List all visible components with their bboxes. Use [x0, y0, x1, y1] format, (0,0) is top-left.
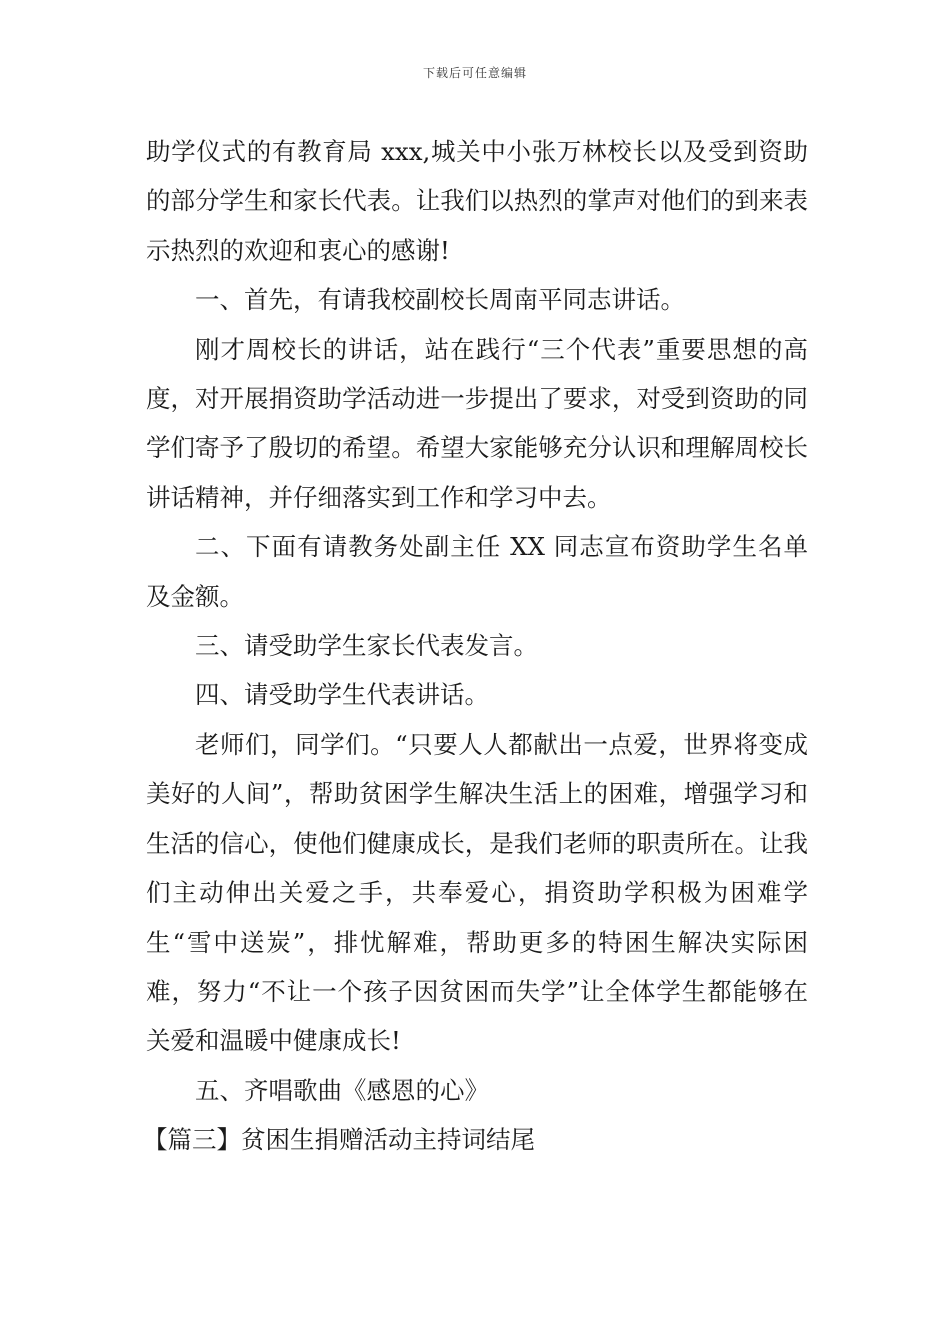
document-body — [143, 127, 808, 1165]
paragraph-intro-continued: 助学仪式的有教育局 xxx,城关中小张万林校长以及受到资助的部分学生和家长代表。让我们以热烈的掌声对他们的到来表示热烈的欢迎和衷心的感谢! — [146, 137, 808, 265]
paragraph-step-two: 二、下面有请教务处副主任 XX 同志宣布资助学生名单及金额。 — [146, 532, 808, 611]
header-note: 下载后可任意编辑 — [422, 66, 527, 80]
section-heading: 【篇三】贫困生捐赠活动主持词结尾 — [143, 1125, 535, 1155]
paragraph-closing-remarks: 老师们，同学们。“只要人人都献出一点爱，世界将变成美好的人间”，帮助贫困学生解决生活上的困难，增强学习和生活的信心，使他们健康成长，是我们老师的职责所在。让我们主动伸出关爱之手，共奉爱心，捐资助学积极为困难学生“雪中送炭”，排忧解难，帮助更多的特困生解决实际困难，努力“不让一个孩子因贫困而失学”让全体学生都能够在关爱和温暖中健康成长! — [146, 729, 808, 1056]
paragraph-response-one: 刚才周校长的讲话，站在践行“三个代表”重要思想的高度，对开展捐资助学活动进一步提出了要求，对受到资助的同学们寄予了殷切的希望。希望大家能够充分认识和理解周校长讲话精神，并仔细落实到工作和学习中去。 — [146, 334, 808, 512]
paragraph-step-one: 一、首先，有请我校副校长周南平同志讲话。 — [195, 285, 685, 315]
paragraph-step-three: 三、请受助学生家长代表发言。 — [195, 631, 538, 661]
paragraph-step-five: 五、齐唱歌曲《感恩的心》 — [195, 1075, 489, 1105]
paragraph-step-four: 四、请受助学生代表讲话。 — [195, 680, 489, 710]
